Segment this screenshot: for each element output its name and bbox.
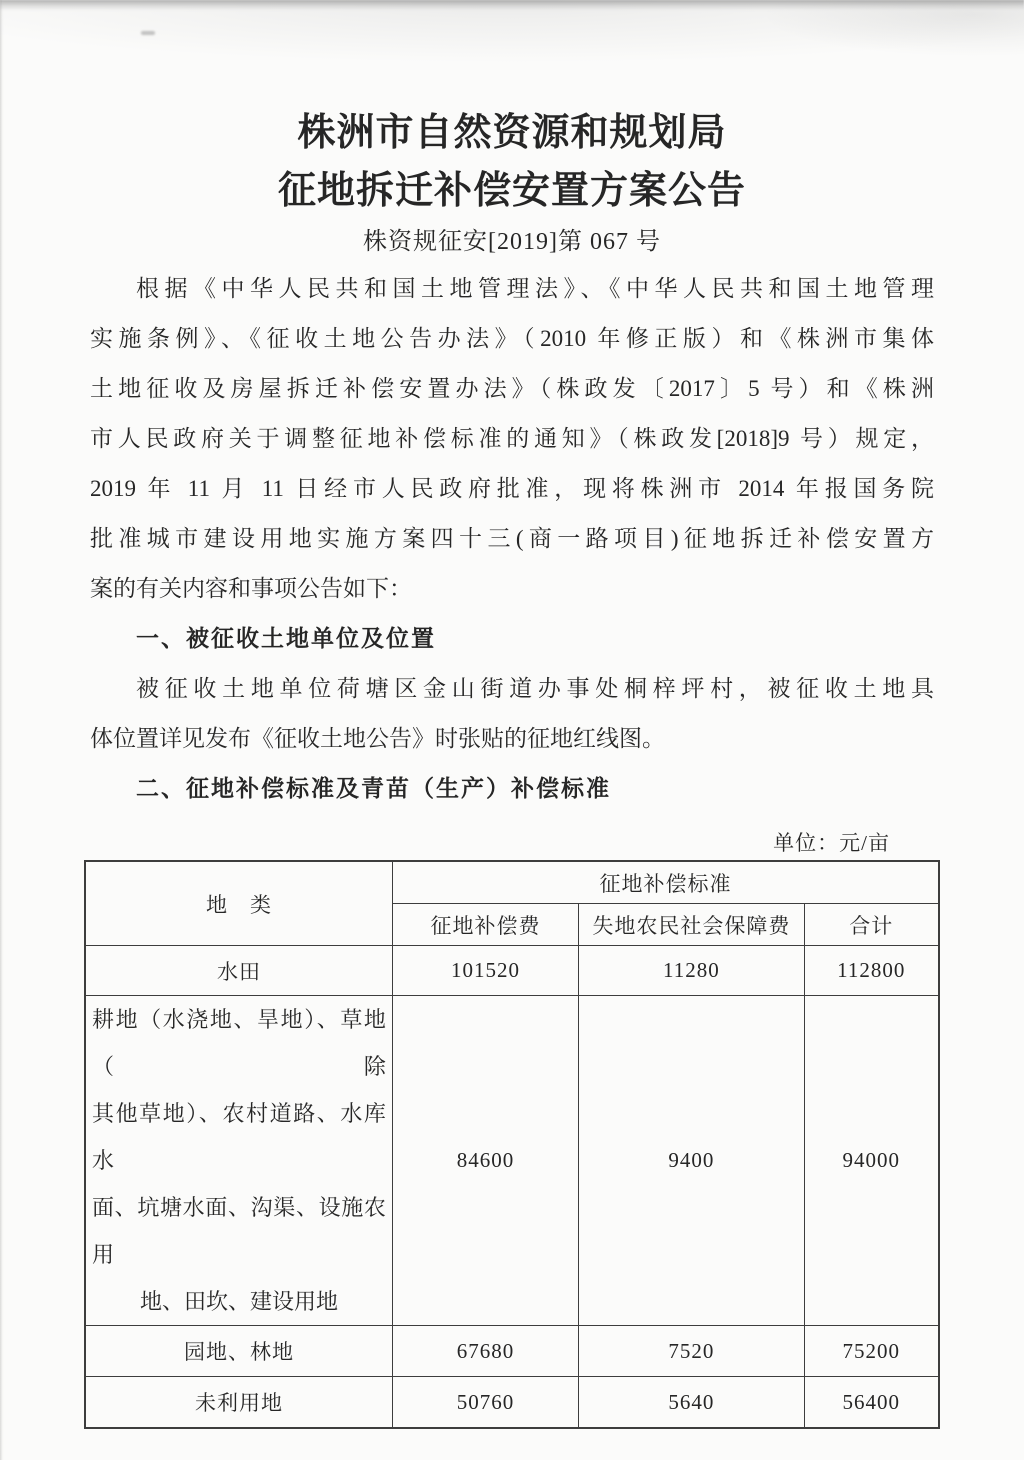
header-cell-land-type: 地 类	[85, 861, 392, 946]
section-1-heading: 一、被征收土地单位及位置	[136, 626, 436, 651]
header-cell-comp-fee: 征地补偿费	[392, 904, 578, 946]
cell-comp-fee: 84600	[392, 996, 578, 1326]
paragraph-line: 被征收土地单位荷塘区金山街道办事处桐梓坪村，被征收土地具	[136, 676, 934, 701]
section-2-heading: 二、征地补偿标准及青苗（生产）补偿标准	[136, 776, 611, 801]
paragraph-line: 实施条例》、《征收土地公告办法》（2010 年修正版）和《株洲市集体	[90, 326, 934, 351]
paragraph-line: 土地征收及房屋拆迁补偿安置办法》（株政发〔2017〕5 号）和《株洲	[90, 376, 934, 401]
title-line-1: 株洲市自然资源和规划局	[297, 112, 727, 154]
paragraph-line: 2019 年 11 月 11 日经市人民政府批准，现将株洲市 2014 年报国务院	[90, 476, 934, 501]
cell-total: 94000	[804, 996, 939, 1326]
cell-land-type: 园地、林地	[85, 1326, 392, 1377]
cell-total: 112800	[804, 946, 939, 996]
compensation-table	[84, 860, 940, 1429]
table-row-garden-forest	[85, 1326, 939, 1377]
header-cell-total: 合计	[804, 904, 939, 946]
paragraph-line: 根据《中华人民共和国土地管理法》、《中华人民共和国土地管理	[136, 276, 934, 301]
cell-comp-fee: 67680	[392, 1326, 578, 1377]
table-row-farmland-group	[85, 996, 939, 1326]
cell-land-type: 未利用地	[85, 1377, 392, 1429]
table-unit-label: 单位：元/亩	[773, 831, 890, 855]
paragraph-line: 体位置详见发布《征收土地公告》时张贴的征地红线图。	[90, 726, 665, 751]
land-type-line: 面、坑塘水面、沟渠、设施农用	[92, 1195, 386, 1267]
land-type-line: 耕地（水浇地、旱地）、草地（除	[92, 1007, 386, 1079]
cell-land-type	[85, 996, 392, 1326]
land-type-line: 其他草地）、农村道路、水库水	[92, 1101, 386, 1173]
paragraph-land-location	[90, 664, 934, 764]
cell-comp-fee: 50760	[392, 1377, 578, 1429]
paragraph-line: 市人民政府关于调整征地补偿标准的通知》（株政发[2018]9 号）规定，	[90, 426, 934, 451]
cell-total: 75200	[804, 1326, 939, 1377]
cell-social-security-fee: 11280	[579, 946, 804, 996]
document-title	[90, 104, 934, 220]
table-row-unused-land	[85, 1377, 939, 1429]
paragraph-legal-basis	[90, 264, 934, 614]
header-cell-social-security-fee: 失地农民社会保障费	[579, 904, 804, 946]
cell-social-security-fee: 9400	[579, 996, 804, 1326]
land-type-line: 地、田坎、建设用地	[139, 1289, 338, 1314]
header-cell-standard-group: 征地补偿标准	[392, 861, 939, 904]
cell-land-type: 水田	[85, 946, 392, 996]
cell-social-security-fee: 5640	[579, 1377, 804, 1429]
table-row-paddy-field	[85, 946, 939, 996]
paragraph-line: 批准城市建设用地实施方案四十三(商一路项目)征地拆迁补偿安置方	[90, 526, 934, 551]
land-type-multiline	[92, 996, 386, 1325]
cell-social-security-fee: 7520	[579, 1326, 804, 1377]
table-header-row-1	[85, 861, 939, 904]
cell-total: 56400	[804, 1377, 939, 1429]
title-line-2: 征地拆迁补偿安置方案公告	[277, 170, 746, 212]
document-number: 株资规征安[2019]第 067 号	[363, 229, 661, 255]
cell-comp-fee: 101520	[392, 946, 578, 996]
paragraph-line: 案的有关内容和事项公告如下：	[90, 576, 412, 601]
